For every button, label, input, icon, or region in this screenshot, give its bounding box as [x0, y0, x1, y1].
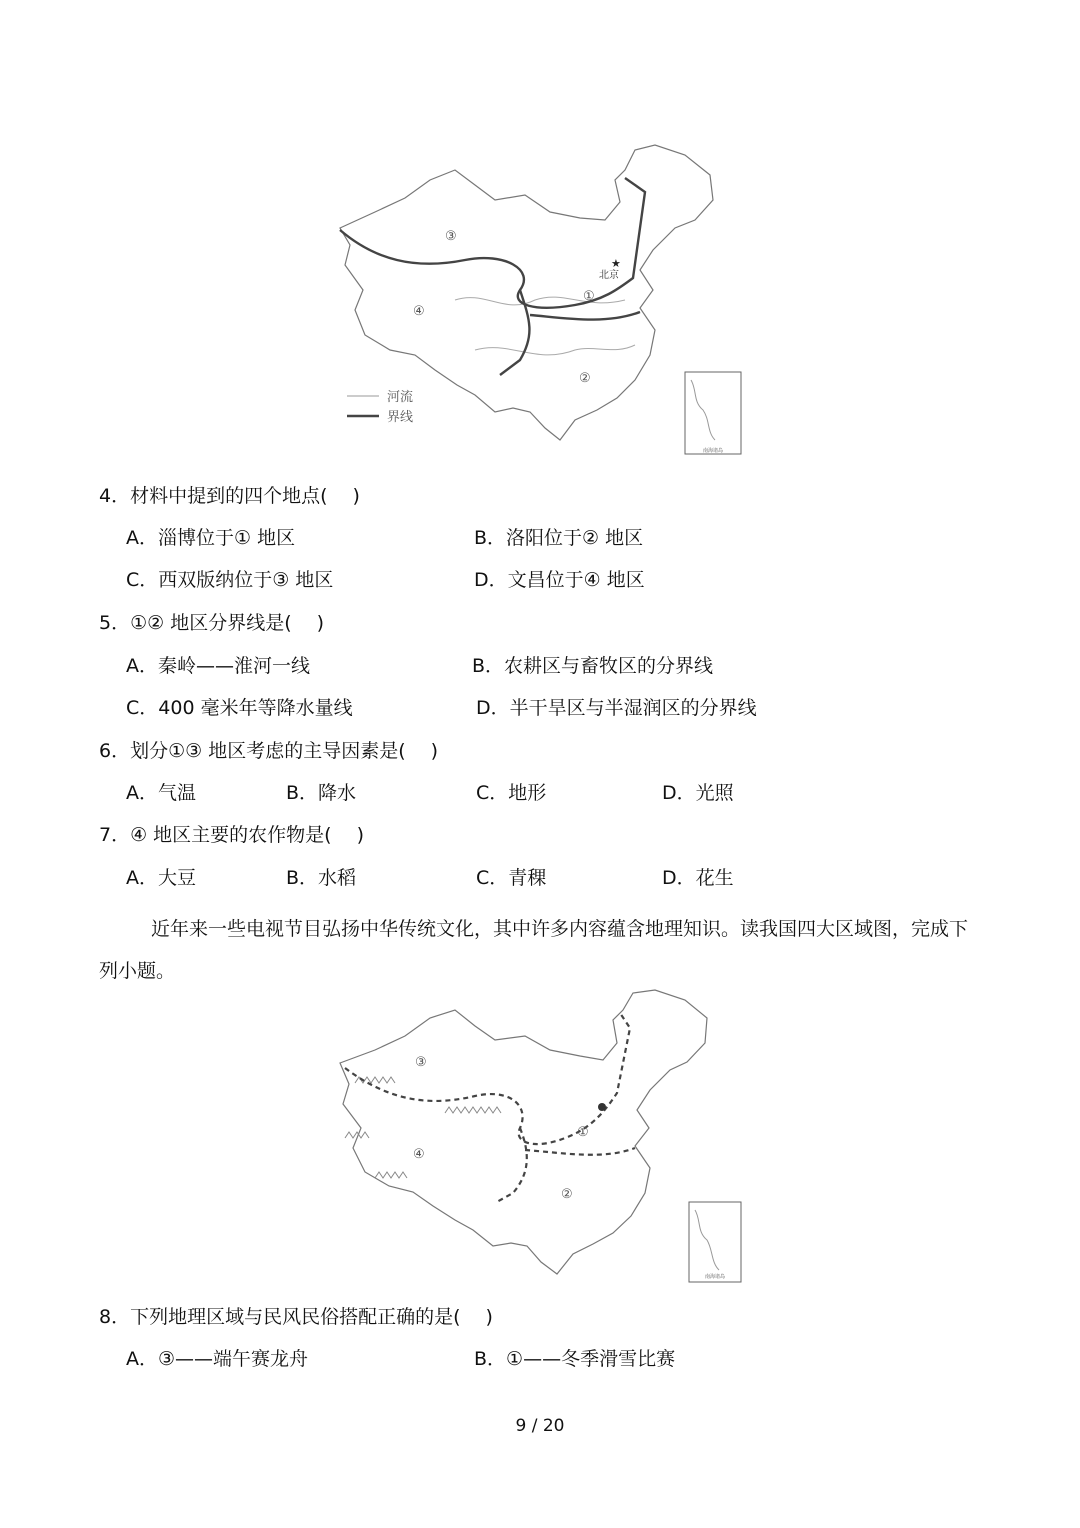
map-1-river: [475, 345, 635, 355]
map-2-outline: [340, 990, 707, 1274]
map-2-inset-label: 南海诸岛: [704, 1274, 726, 1280]
question-5-option-b: B．农耕区与畜牧区的分界线: [472, 655, 714, 677]
map-1-boundary: [500, 290, 529, 375]
map-1-region-2: ②: [579, 371, 591, 386]
question-8-option-b: B．①——冬季滑雪比赛: [474, 1348, 676, 1370]
intro-paragraph: 近年来一些电视节目弘扬中华传统文化，其中许多内容蕴含地理知识。读我国四大区域图，完成下列小题。: [99, 918, 969, 982]
question-8-stem: 8．下列地理区域与民风民俗搭配正确的是( ): [99, 1306, 493, 1328]
question-6-option-c: C．地形: [476, 782, 547, 804]
question-6-option-a: A．气温: [126, 782, 196, 804]
question-4-option-b: B．洛阳位于② 地区: [474, 527, 644, 549]
map-2-region-3: ③: [415, 1055, 427, 1070]
question-8-option-a: A．③——端午赛龙舟: [126, 1348, 309, 1370]
question-7-option-d: D．花生: [662, 867, 734, 889]
question-5-option-c: C．400 毫米年等降水量线: [126, 697, 353, 719]
page-number: 9 / 20: [515, 1416, 565, 1436]
question-7-option-b: B．水稻: [286, 867, 357, 889]
question-4-stem: 4．材料中提到的四个地点( ): [99, 485, 360, 507]
question-7-option-a: A．大豆: [126, 867, 196, 889]
legend-boundary-label: 界线: [387, 410, 414, 425]
question-4-option-d: D．文昌位于④ 地区: [474, 569, 645, 591]
map-1-region-1: ①: [583, 289, 595, 304]
question-5-option-d: D．半干旱区与半湿润区的分界线: [476, 697, 757, 719]
capital-dot-icon: [598, 1103, 606, 1111]
question-4-option-a: A．淄博位于① 地区: [126, 527, 296, 549]
map-2-region-1: ①: [577, 1125, 589, 1140]
question-6-option-b: B．降水: [286, 782, 357, 804]
beijing-star-icon: ★: [611, 257, 621, 270]
map-1-region-4: ④: [413, 304, 425, 319]
map-1-region-3: ③: [445, 229, 457, 244]
map-1-drawing: [335, 140, 747, 458]
question-4-option-c: C．西双版纳位于③ 地区: [126, 569, 334, 591]
question-6-stem: 6．划分①③ 地区考虑的主导因素是( ): [99, 740, 439, 762]
map-china-regions-2: [335, 988, 747, 1286]
legend-river-label: 河流: [387, 390, 414, 405]
question-6-option-d: D．光照: [662, 782, 734, 804]
map-2-region-2: ②: [561, 1187, 573, 1202]
question-7-stem: 7．④ 地区主要的农作物是( ): [99, 824, 365, 846]
map-2-drawing: [335, 988, 747, 1286]
question-7-option-c: C．青稞: [476, 867, 547, 889]
map-2-boundary: [495, 1128, 527, 1203]
question-5-stem: 5．①② 地区分界线是( ): [99, 612, 325, 634]
question-5-option-a: A．秦岭——淮河一线: [126, 655, 310, 677]
map-1-boundary: [530, 312, 640, 320]
map-2-boundary: [525, 1148, 635, 1155]
map-china-regions-1: [335, 140, 747, 458]
map-2-mountains: [375, 1172, 407, 1178]
map-2-mountains: [445, 1107, 501, 1113]
map-2-region-4: ④: [413, 1147, 425, 1162]
map-1-city-label: 北京: [599, 270, 619, 281]
map-1-inset-label: 南海诸岛: [702, 448, 724, 454]
